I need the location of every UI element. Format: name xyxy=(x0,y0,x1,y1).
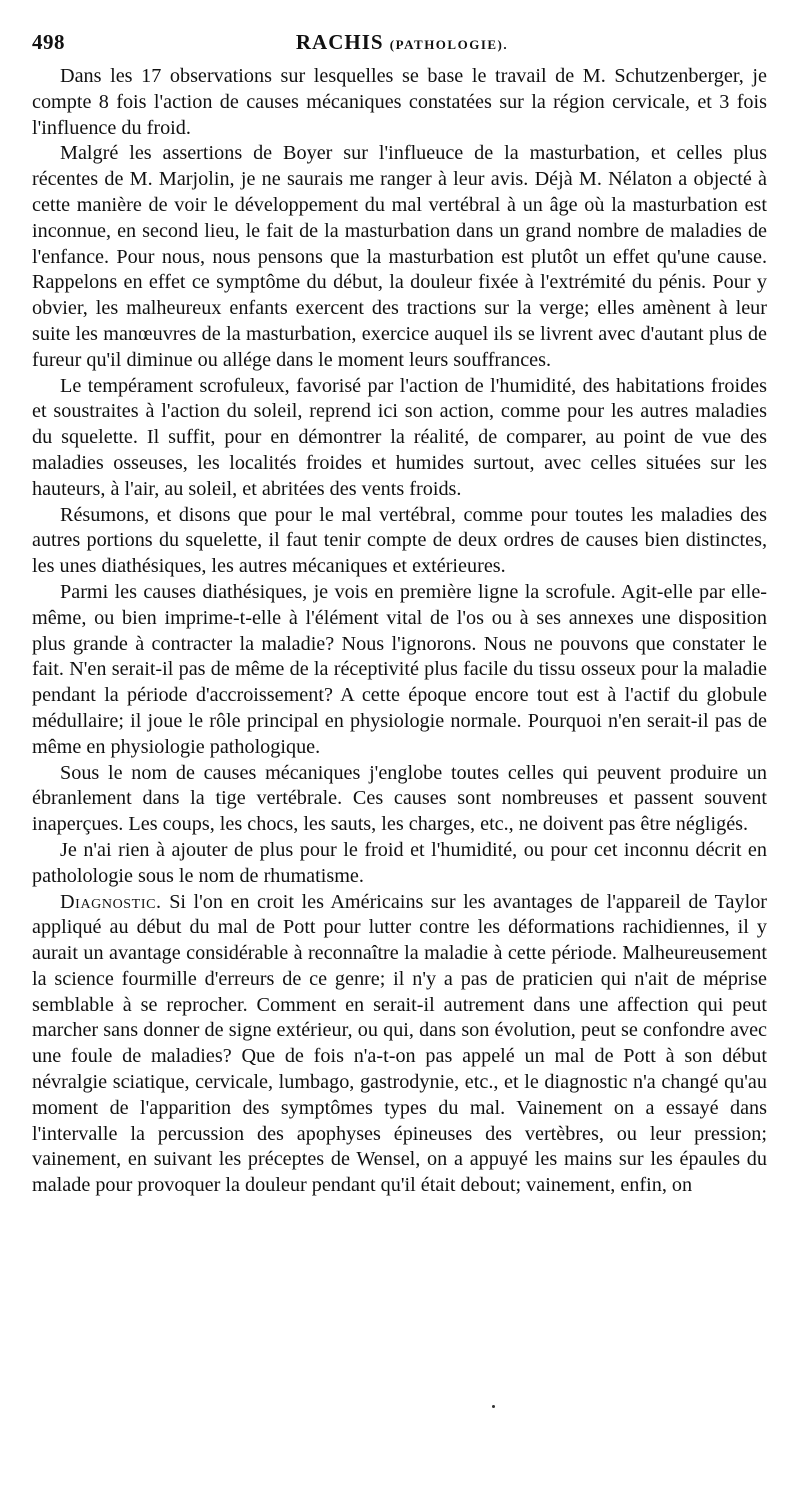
diagnostic-paragraph xyxy=(32,890,767,1200)
paragraph: Résumons, et disons que pour le mal vertébral, comme pour toutes les maladies des autres portions du squelette, il faut tenir compte de deux ordres de causes bien distinctes, les unes diathésiques, les autres mécaniques et extérieures. xyxy=(32,503,767,578)
page-header xyxy=(32,30,772,60)
page-number: 498 xyxy=(32,30,65,54)
section-heading-diagnostic: Diagnostic. xyxy=(60,890,162,913)
paragraph: Je n'ai rien à ajouter de plus pour le froid et l'humidité, ou pour cet inconnu décrit en patholologie sous le nom de rhumatisme. xyxy=(32,838,767,887)
paragraph: Malgré les assertions de Boyer sur l'influeuce de la masturbation, et celles plus récentes de M. Marjolin, je ne saurais me ranger à leur avis. Déjà M. Nélaton a objecté à cette manière de voir le développement du mal vertébral à un âge où la masturbation est inconnue, en second lieu, le fait de la masturbation dans un grand nombre de maladies de l'enfance. Pour nous, nous pensons que la masturbation est plutôt un effet qu'une cause. Rappelons en effet ce symptôme du début, la douleur fixée à l'extrémité du pénis. Pour y obvier, les malheureux enfants exercent des tractions sur la verge; elles amènent à leur suite les manœuvres de la masturbation, exercice auquel ils se livrent avec d'autant plus de fureur qu'il diminue ou allége dans le moment leurs souffrances. xyxy=(32,142,767,371)
running-title xyxy=(32,30,772,55)
body-text xyxy=(32,64,767,1199)
page-footer-marks xyxy=(0,1395,800,1455)
paragraph: Parmi les causes diathésiques, je vois en première ligne la scrofule. Agit-elle par elle-même, ou bien imprime-t-elle à l'élément vital de l'os ou à ses annexes une disposition plus grande à contracter la maladie? Nous l'ignorons. Nous ne pouvons que constater le fait. N'en serait-il pas de même de la réceptivité plus facile du tissu osseux pour la maladie pendant la période d'accroissement? A cette époque encore tout est à l'actif du globule médullaire; il joue le rôle principal en physiologie normale. Pourquoi n'en serait-il pas de même en physiologie pathologique. xyxy=(32,580,767,758)
diagnostic-text: Si l'on en croit les Américains sur les avantages de l'appareil de Taylor appliqué au début du mal de Pott pour lutter contre les déformations rachidiennes, il y aurait un avantage considérable à reconnaître la maladie à cette période. Malheureusement la science fourmille d'erreurs de ce genre; il n'y a pas de praticien qui n'ait de méprise semblable à se reprocher. Comment en serait-il autrement dans une affection qui peut marcher sans donner de signe extérieur, ou qui, dans son évolution, peut se confondre avec une foule de maladies? Que de fois n'a-t-on pas appelé un mal de Pott à son début névralgie sciatique, cervicale, lumbago, gastrodynie, etc., et le diagnostic n'a changé qu'au moment de l'apparition des symptômes types du mal. Vainement on a essayé dans l'intervalle la percussion des apophyses épineuses des vertèbres, ou leur pression; vainement, en suivant les préceptes de Wensel, on a appuyé les mains sur les épaules du malade pour provoquer la douleur pendant qu'il était debout; vainement, enfin, on xyxy=(32,890,768,1197)
paragraph: Le tempérament scrofuleux, favorisé par l'action de l'humidité, des habitations froides et soustraites à l'action du soleil, reprend ici son action, comme pour les autres maladies du squelette. Il suffit, pour en démontrer la réalité, de comparer, au point de vue des maladies osseuses, les localités froides et humides surtout, avec celles situées sur les hauteurs, à l'air, au soleil, et abritées des vents froids. xyxy=(32,374,767,500)
running-title-main: RACHIS xyxy=(295,30,384,54)
paragraph: Sous le nom de causes mécaniques j'englobe toutes celles qui peuvent produire un ébranlement dans la tige vertébrale. Ces causes sont nombreuses et passent souvent inaperçues. Les coups, les chocs, les sauts, les charges, etc., ne doivent pas être négligés. xyxy=(32,761,767,836)
paragraph: Dans les 17 observations sur lesquelles se base le travail de M. Schutzenberger, je compte 8 fois l'action de causes mécaniques constatées sur la région cervicale, et 3 fois l'influence du froid. xyxy=(32,65,767,139)
running-title-subtitle: (PATHOLOGIE). xyxy=(389,37,509,52)
ink-dot xyxy=(492,1405,495,1408)
